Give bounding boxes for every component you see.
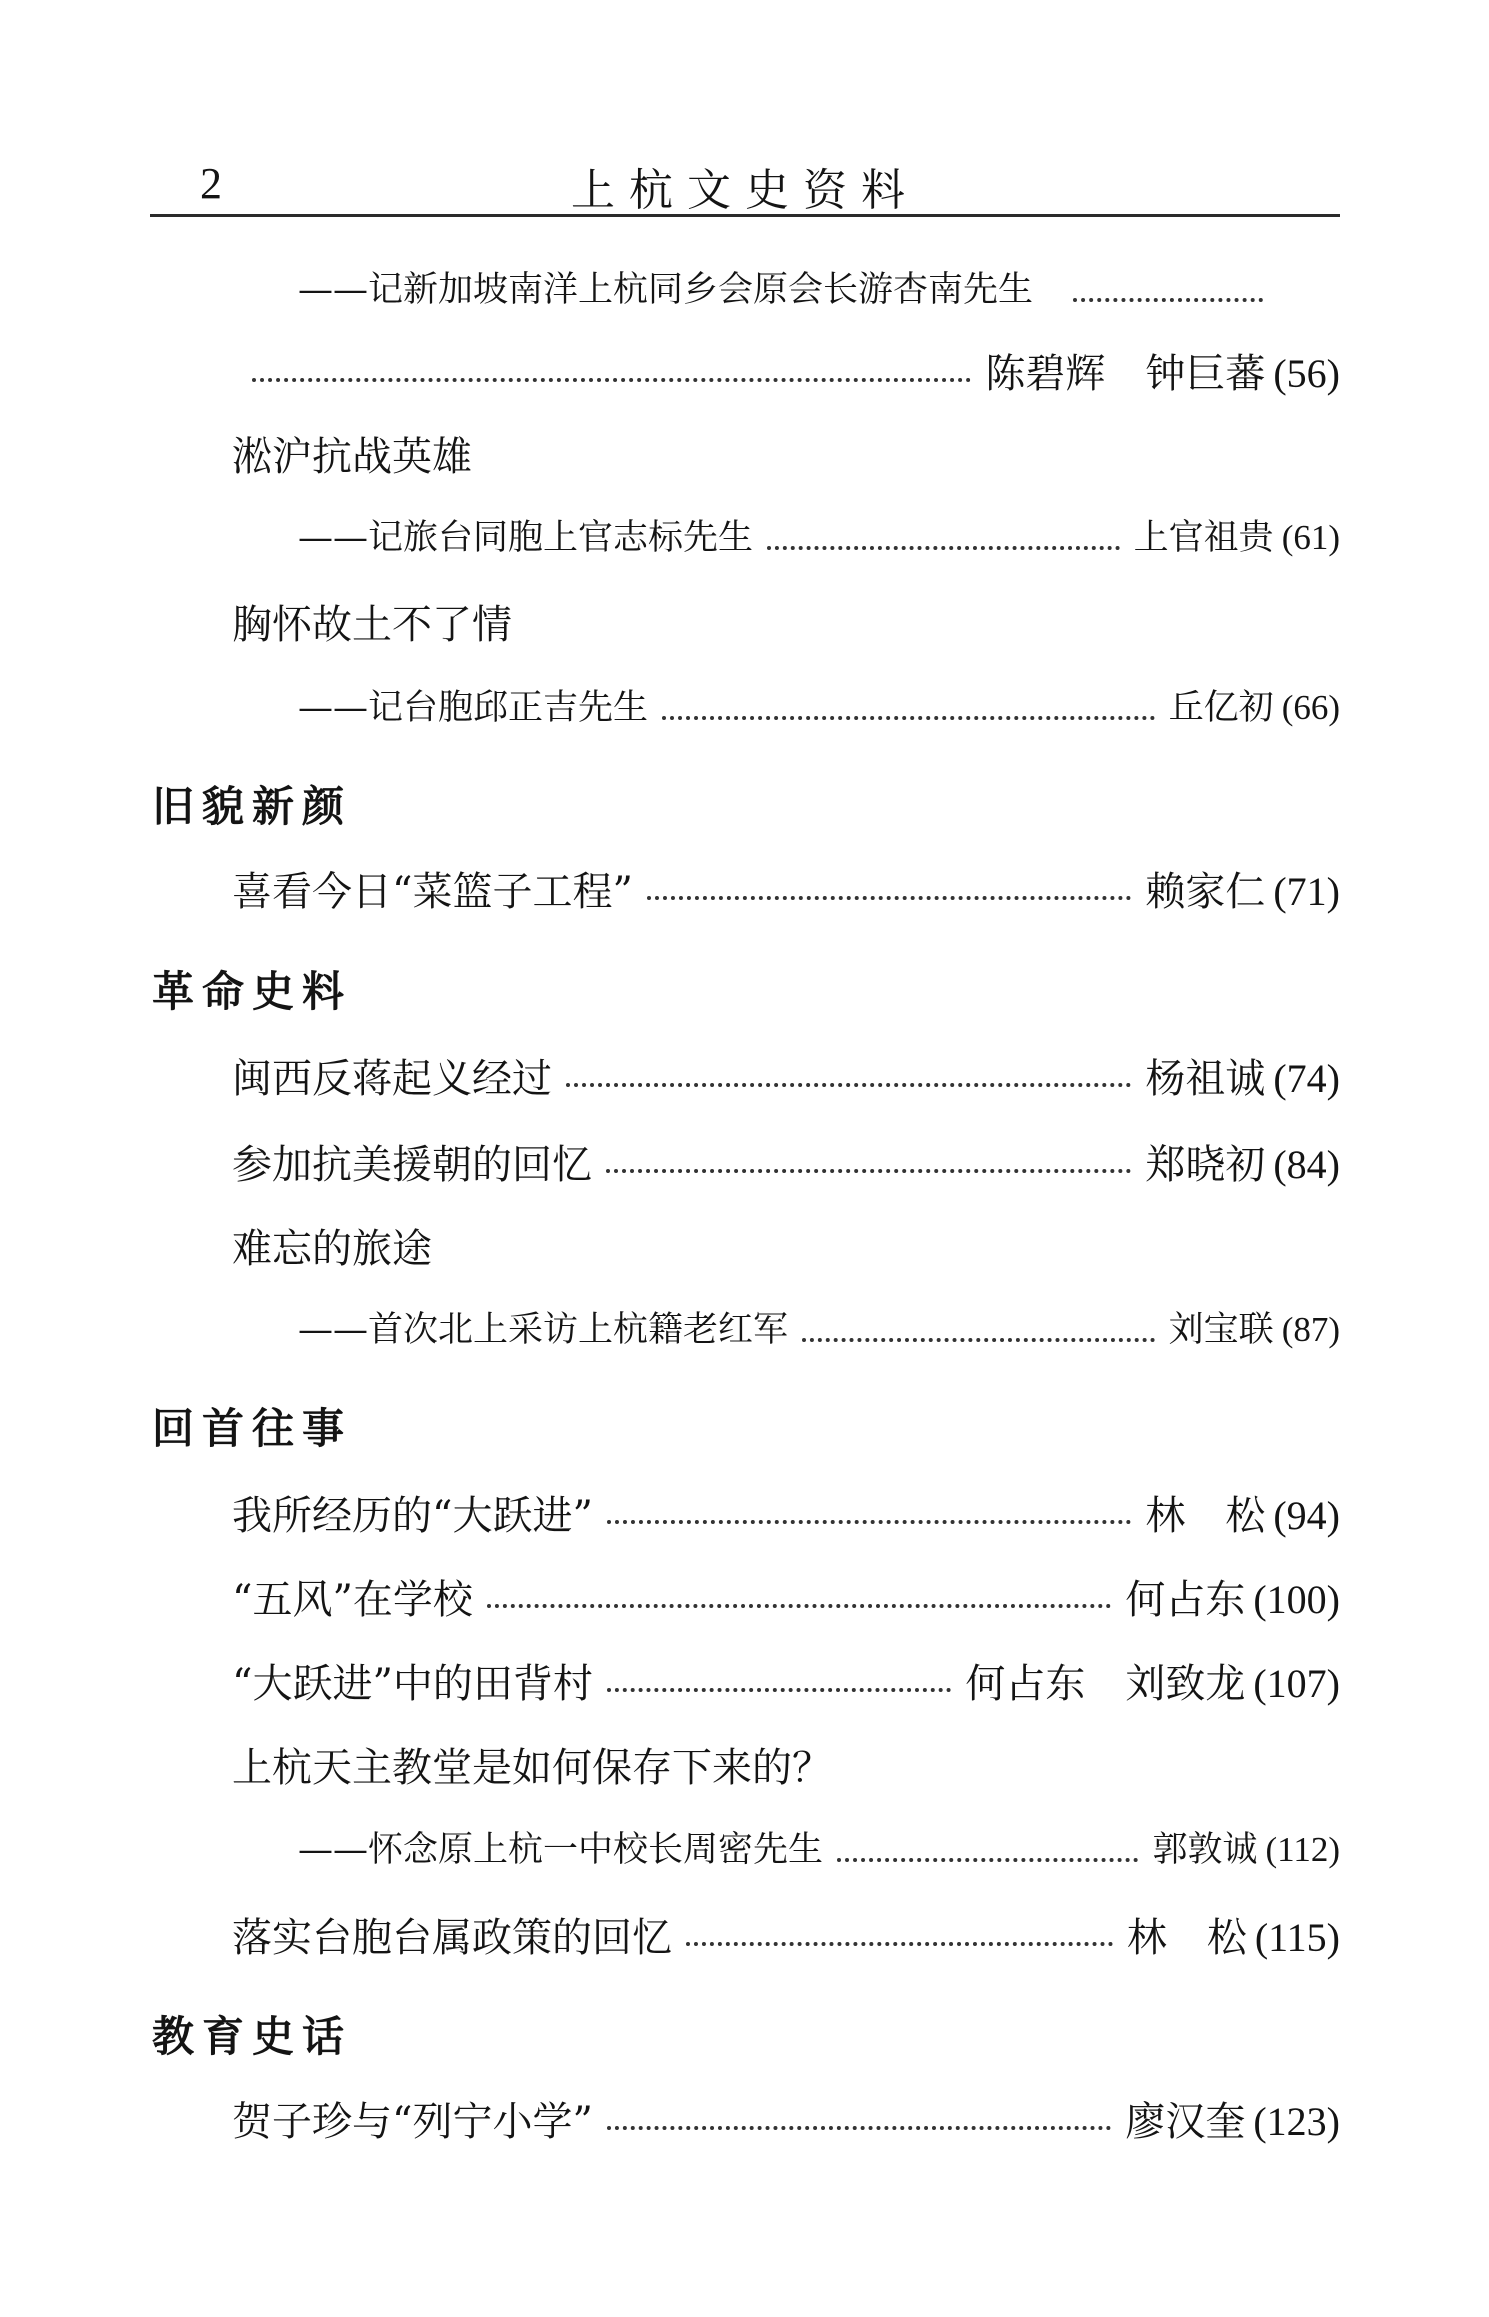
entry-title: ——怀念原上杭一中校长周密先生: [298, 1830, 824, 1870]
leader-dots: [607, 1520, 1131, 1524]
leader-dots: [606, 1169, 1131, 1173]
entry-author: 刘宝联: [1168, 1310, 1274, 1350]
entry-author: 丘亿初: [1168, 688, 1274, 728]
entry-title: “五风”在学校: [232, 1577, 473, 1623]
entry-author: 赖家仁: [1145, 869, 1266, 915]
entry-page: (74): [1273, 1056, 1340, 1101]
toc-entry: [232, 1484, 1340, 1544]
leader-dots: [252, 378, 971, 382]
leader-dots: [647, 896, 1131, 900]
toc-entry: [238, 342, 1340, 402]
leader-dots: [566, 1083, 1131, 1087]
leader-dots: [607, 2126, 1111, 2130]
entry-author: 林 松: [1126, 1915, 1247, 1961]
entry-page: (87): [1281, 1310, 1340, 1349]
entry-page: (71): [1273, 869, 1340, 914]
entry-page: (107): [1253, 1661, 1340, 1706]
entry-title: 闽西反蒋起义经过: [232, 1056, 552, 1102]
entry-title: 落实台胞台属政策的回忆: [232, 1915, 672, 1961]
section-heading: 回首往事: [152, 1404, 353, 1453]
entry-title: “大跃进”中的田背村: [232, 1661, 593, 1707]
leader-dots: [837, 1858, 1138, 1862]
leader-dots: [662, 716, 1155, 720]
toc-entry: [232, 1568, 1340, 1628]
section-heading: 革命史料: [152, 967, 353, 1016]
toc-entry: [298, 680, 1340, 740]
toc-entry: [232, 1906, 1340, 1966]
entry-page: (56): [1273, 351, 1340, 396]
leader-dots: [686, 1942, 1113, 1946]
leader-dots: [767, 546, 1120, 550]
entry-page: (94): [1273, 1493, 1340, 1538]
leader-dots: [1073, 298, 1263, 302]
toc-entry: [232, 593, 1340, 653]
entry-author: 郭敦诚: [1152, 1830, 1258, 1870]
entry-title: 难忘的旅途: [232, 1226, 432, 1272]
leader-dots: [487, 1604, 1111, 1608]
section-heading: 旧貌新颜: [152, 782, 353, 831]
toc-entry: [298, 510, 1340, 570]
running-title: 上杭文史资料: [571, 165, 919, 216]
entry-page: (84): [1273, 1142, 1340, 1187]
leader-dots: [607, 1688, 951, 1692]
entry-page: (112): [1265, 1830, 1340, 1869]
toc-entry: [232, 2090, 1340, 2150]
entry-author: 杨祖诚: [1145, 1056, 1266, 1102]
toc-entry: [232, 860, 1340, 920]
entry-title: 喜看今日“菜篮子工程”: [232, 869, 633, 915]
entry-title: ——记旅台同胞上官志标先生: [298, 518, 754, 558]
entry-page: (123): [1253, 2099, 1340, 2144]
entry-title: 淞沪抗战英雄: [232, 434, 472, 480]
entry-title: 上杭天主教堂是如何保存下来的？: [232, 1745, 832, 1791]
entry-title: 贺子珍与“列宁小学”: [232, 2099, 593, 2145]
toc-entry: [232, 1736, 1340, 1796]
entry-author: 林 松: [1145, 1493, 1266, 1539]
section-heading: 教育史话: [152, 2012, 353, 2061]
entry-title: ——记台胞邱正吉先生: [298, 688, 649, 728]
entry-author: 陈碧辉 钟巨蕃: [985, 351, 1266, 397]
toc-entry: [298, 1302, 1340, 1362]
page-number: 2: [200, 159, 222, 208]
toc-entry: [232, 1133, 1340, 1193]
entry-author: 郑晓初: [1145, 1142, 1266, 1188]
entry-page: (61): [1281, 518, 1340, 557]
entry-page: (66): [1281, 688, 1340, 727]
entry-page: (100): [1253, 1577, 1340, 1622]
toc-entry: [298, 1822, 1340, 1882]
toc-entry: [232, 1217, 1340, 1277]
entry-title: ——记新加坡南洋上杭同乡会原会长游杏南先生: [298, 270, 1034, 310]
entry-author: 何占东 刘致龙: [965, 1661, 1246, 1707]
entry-title: 胸怀故土不了情: [232, 602, 512, 648]
toc-entry: [232, 1652, 1340, 1712]
entry-page: (115): [1254, 1915, 1340, 1960]
toc-entry: [298, 262, 1340, 322]
entry-author: 上官祖贵: [1133, 518, 1274, 558]
toc-entry: [232, 1047, 1340, 1107]
leader-dots: [802, 1338, 1155, 1342]
entry-title: 我所经历的“大跃进”: [232, 1493, 593, 1539]
entry-author: 何占东: [1125, 1577, 1246, 1623]
entry-title: 参加抗美援朝的回忆: [232, 1142, 592, 1188]
entry-author: 廖汉奎: [1125, 2099, 1246, 2145]
toc-entry: [232, 425, 1340, 485]
entry-title: ——首次北上采访上杭籍老红军: [298, 1310, 789, 1350]
